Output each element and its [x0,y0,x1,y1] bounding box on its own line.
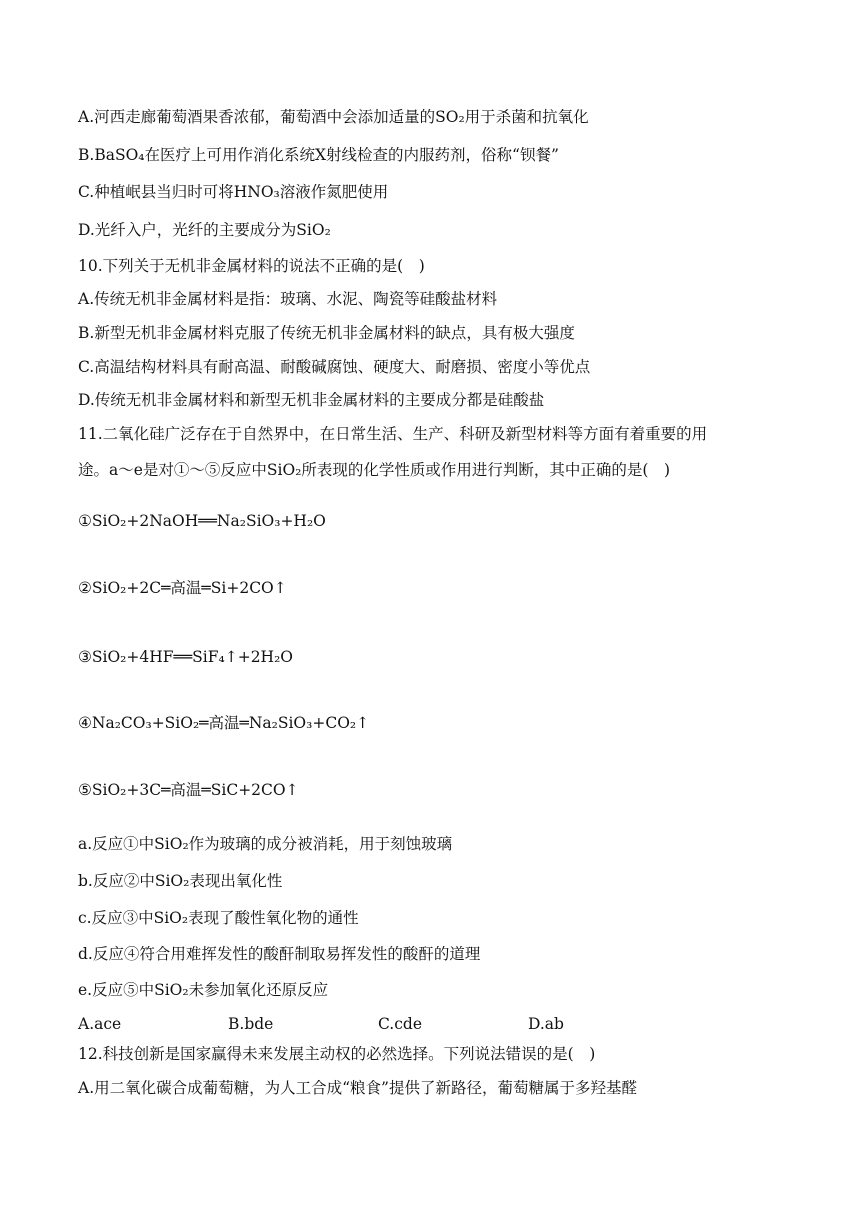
q11-choice-a: A.ace [78,1015,122,1033]
q11-choice-c: C.cde [378,1015,423,1033]
q11-statement-d: d.反应④符合用难挥发性的酸酐制取易挥发性的酸酐的道理 [78,945,481,963]
q11-stem-line2: 途。a～e是对①～⑤反应中SiO₂所表现的化学性质或作用进行判断，其中正确的是( ) [78,461,671,479]
q10-stem: 10.下列关于无机非金属材料的说法不正确的是( ) [78,257,425,275]
q10-option-c: C.高温结构材料具有耐高温、耐酸碱腐蚀、硬度大、耐磨损、密度小等优点 [78,358,591,376]
q9-option-c: C.种植岷县当归时可将HNO₃溶液作氮肥使用 [78,183,389,201]
q11-choice-d: D.ab [528,1015,564,1033]
q12-stem: 12.科技创新是国家赢得未来发展主动权的必然选择。下列说法错误的是( ) [78,1045,596,1063]
q11-choice-b: B.bde [228,1015,274,1033]
q11-equation-2: ②SiO₂+2C═高温═Si+2CO↑ [78,579,287,597]
q11-equation-5: ⑤SiO₂+3C═高温═SiC+2CO↑ [78,781,299,799]
q11-statement-b: b.反应②中SiO₂表现出氧化性 [78,872,283,890]
q11-equation-3: ③SiO₂+4HF══SiF₄↑+2H₂O [78,648,293,666]
q11-statement-a: a.反应①中SiO₂作为玻璃的成分被消耗，用于刻蚀玻璃 [78,835,453,853]
q11-statement-c: c.反应③中SiO₂表现了酸性氧化物的通性 [78,909,359,927]
q12-option-a: A.用二氧化碳合成葡萄糖，为人工合成“粮食”提供了新路径，葡萄糖属于多羟基醛 [78,1079,637,1097]
q11-equation-4: ④Na₂CO₃+SiO₂═高温═Na₂SiO₃+CO₂↑ [78,714,370,732]
q9-option-b: B.BaSO₄在医疗上可用作消化系统X射线检查的内服药剂，俗称“钡餐” [78,146,559,164]
q10-option-b: B.新型无机非金属材料克服了传统无机非金属材料的缺点，具有极大强度 [78,324,575,342]
q11-statement-e: e.反应⑤中SiO₂未参加氧化还原反应 [78,981,329,999]
q10-option-d: D.传统无机非金属材料和新型无机非金属材料的主要成分都是硅酸盐 [78,391,545,409]
q9-option-d: D.光纤入户，光纤的主要成分为SiO₂ [78,221,331,239]
q11-equation-1: ①SiO₂+2NaOH══Na₂SiO₃+H₂O [78,512,326,530]
q11-stem-line1: 11.二氧化硅广泛存在于自然界中，在日常生活、生产、科研及新型材料等方面有着重要的用 [78,425,708,443]
q10-option-a: A.传统无机非金属材料是指：玻璃、水泥、陶瓷等硅酸盐材料 [78,290,498,308]
q9-option-a: A.河西走廊葡萄酒果香浓郁，葡萄酒中会添加适量的SO₂用于杀菌和抗氧化 [78,108,589,126]
